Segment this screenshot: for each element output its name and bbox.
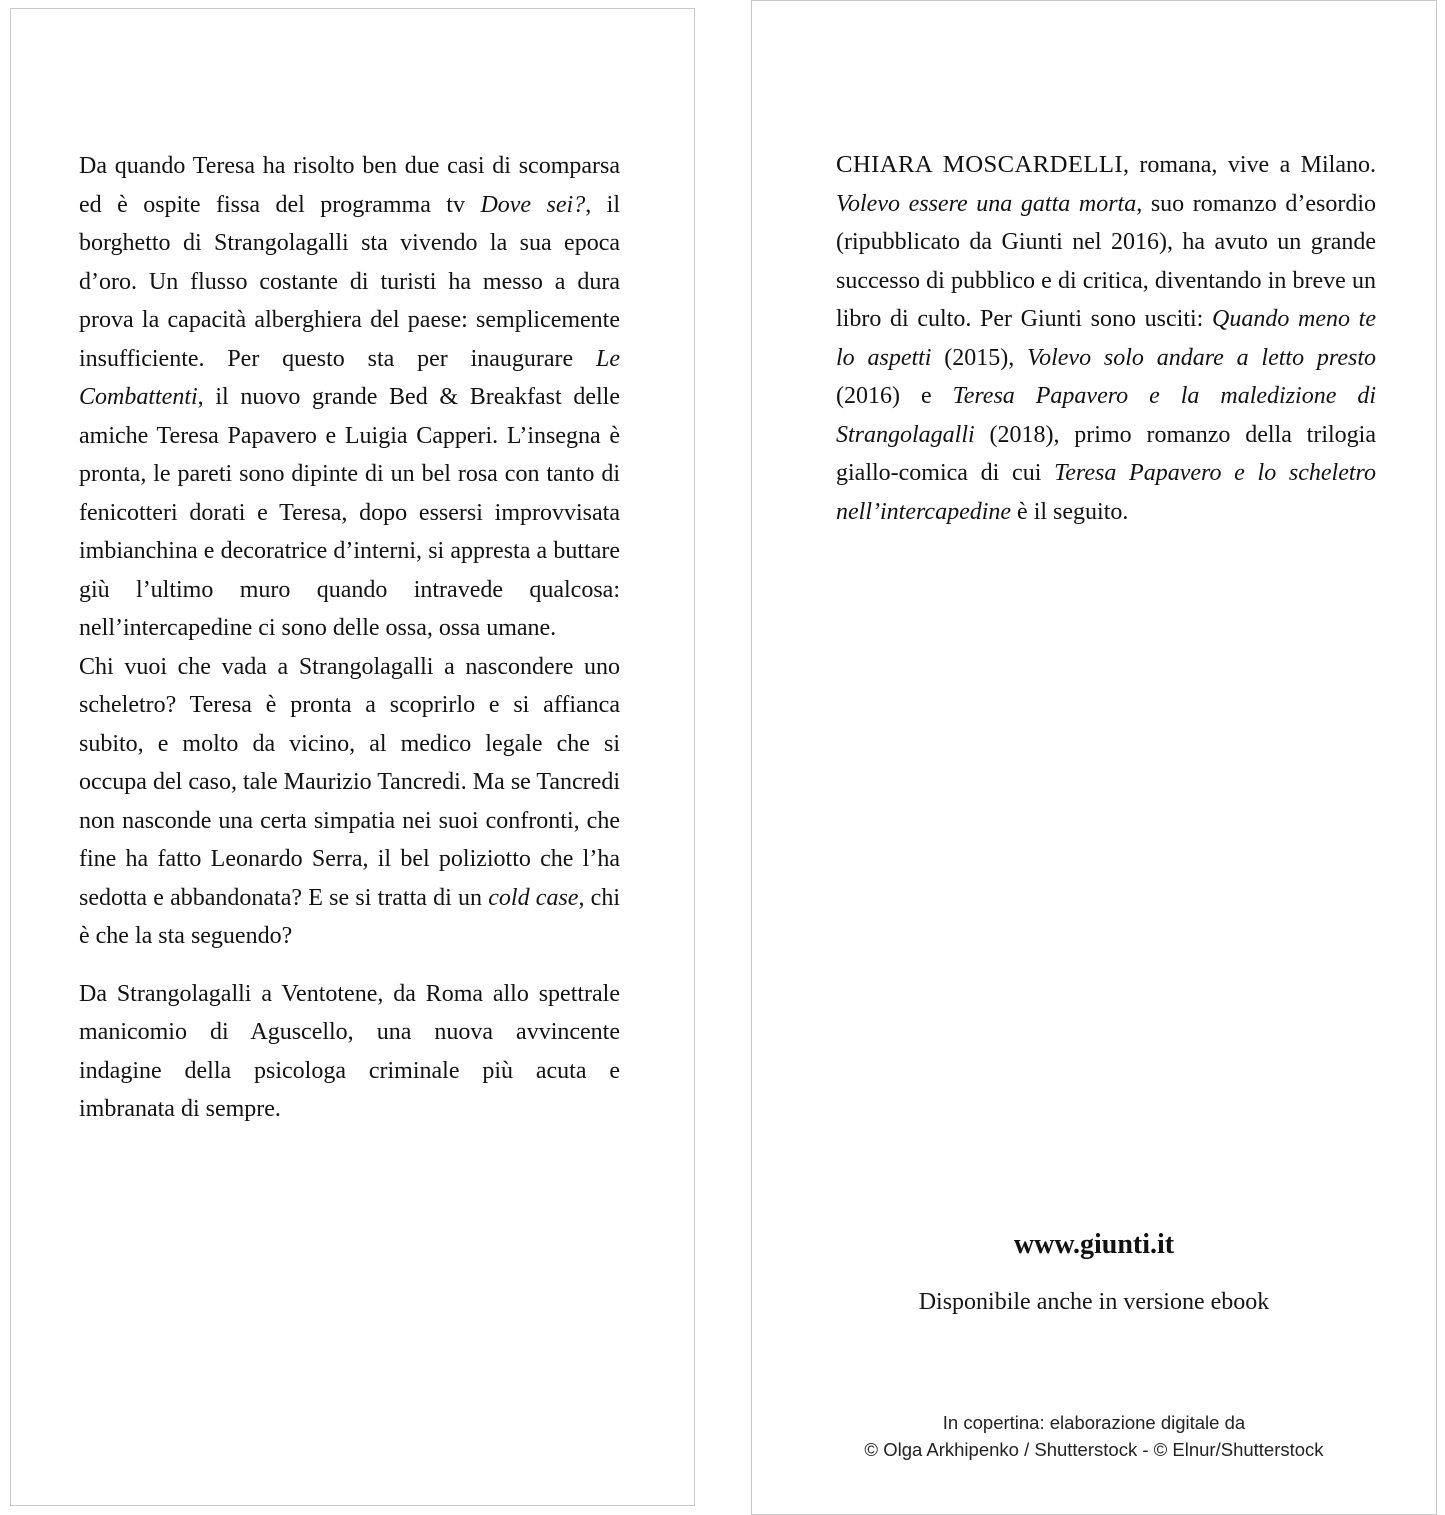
text-segment: , romana, vive a Milano.	[1123, 152, 1377, 178]
title-italic-segment: Volevo essere una gatta morta	[836, 190, 1137, 217]
synopsis-paragraph-1	[79, 147, 620, 648]
text-segment: Da Strangolagalli a Ventotene, da Roma allo spettrale manicomio di Aguscello, una nuova avvincente indagine della psicologa criminale più acuta e imbranata di sempre.	[79, 980, 620, 1122]
cover-credits	[752, 1409, 1436, 1463]
synopsis-paragraph-2	[79, 648, 620, 956]
right-flap-page	[751, 0, 1437, 1515]
text-segment: è il seguito.	[1011, 498, 1129, 525]
synopsis-paragraph-3	[79, 975, 620, 1129]
publisher-website: www.giunti.it	[1013, 1229, 1175, 1260]
left-flap-page	[10, 8, 695, 1506]
title-italic-segment: Teresa Papavero e lo scheletro nell’intercapedine	[836, 460, 1376, 525]
title-italic-segment: Teresa Papavero e la maledizione di Strangolagalli	[836, 383, 1376, 448]
title-italic-segment: Volevo solo andare a letto presto	[1027, 344, 1376, 371]
text-segment: , chi è che la sta seguendo?	[79, 884, 621, 949]
cover-credit-line-1: In copertina: elaborazione digitale da	[942, 1412, 1246, 1433]
text-segment: (2015),	[931, 344, 1028, 371]
title-italic-segment: Le Combattenti	[79, 345, 620, 410]
text-segment: Da quando Teresa ha risolto ben due casi di scomparsa ed è ospite fissa del programma tv	[79, 153, 620, 218]
author-name-segment: CHIARA MOSCARDELLI	[836, 151, 1123, 178]
author-bio-paragraph	[836, 146, 1376, 531]
ebook-availability-note: Disponibile anche in versione ebook	[918, 1289, 1270, 1315]
text-segment: , suo romanzo d’esordio (ripubblicato da Giunti nel 2016), ha avuto un grande successo di pubblico e di critica, diventando in breve un libro di culto. Per Giunti sono usciti:	[836, 190, 1377, 332]
text-segment: (2018), primo romanzo della trilogia giallo-comica di cui	[836, 421, 1376, 486]
author-bio-block	[836, 146, 1376, 531]
title-italic-segment: Quando meno te lo aspetti	[836, 306, 1376, 371]
text-segment: Chi vuoi che vada a Strangolagalli a nascondere uno scheletro? Teresa è pronta a scoprirlo e si affianca subito, e molto da vicino, al medico legale che si occupa del caso, tale Maurizio Tancredi. Ma se Tancredi non nasconde una certa simpatia nei suoi confronti, che fine ha fatto Leonardo Serra, il bel poliziotto che l’ha sedotta e abbandonata? E se si tratta di un	[79, 653, 620, 911]
title-italic-segment: Dove sei?	[480, 191, 586, 218]
title-italic-segment: cold case	[488, 884, 579, 911]
text-segment: , il borghetto di Strangolagalli sta vivendo la sua epoca d’oro. Un flusso costante di turisti ha messo a dura prova la capacità alberghiera del paese: semplicemente insufficiente. Per questo sta per inaugurare	[79, 191, 620, 372]
text-segment: (2016) e	[836, 383, 953, 409]
text-segment: , il nuovo grande Bed & Breakfast delle amiche Teresa Papavero e Luigia Capperi. L’insegna è pronta, le pareti sono dipinte di un bel rosa con tanto di fenicotteri dorati e Teresa, dopo essersi improvvisata imbianchina e decoratrice d’interni, si appresta a buttare giù l’ultimo muro quando intravede qualcosa: nell’intercapedine ci sono delle ossa, ossa umane.	[79, 384, 620, 641]
cover-credit-line-2: © Olga Arkhipenko / Shutterstock - © Elnur/Shutterstock	[864, 1439, 1324, 1460]
synopsis-text-block	[79, 147, 620, 1129]
